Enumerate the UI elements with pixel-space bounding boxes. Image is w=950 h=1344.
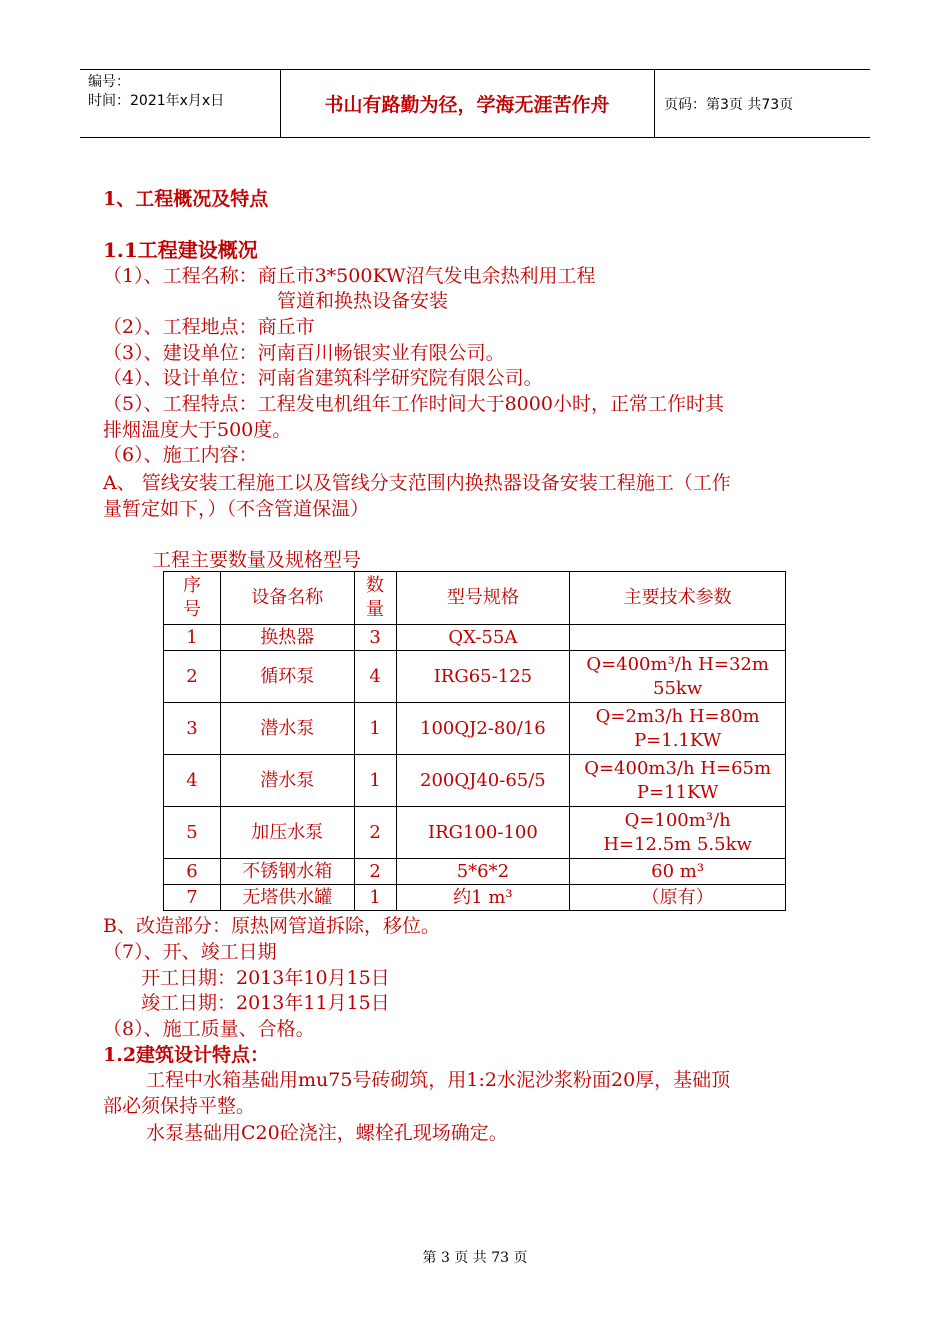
table-cell: IRG65-125	[396, 651, 570, 703]
table-cell: 5	[164, 807, 221, 859]
table-cell: 2	[354, 859, 396, 885]
table-cell: 潜水泵	[220, 755, 354, 807]
header-divider	[654, 70, 655, 137]
table-cell: 200QJ40-65/5	[396, 755, 570, 807]
text-line: （8）、施工质量、合格。	[103, 1018, 315, 1040]
header-motto: 书山有路勤为径，学海无涯苦作舟	[324, 94, 610, 116]
table-cell: 换热器	[220, 625, 354, 651]
table-cell: 5*6*2	[396, 859, 570, 885]
table-cell: Q=400m3/h H=65m P=11KW	[570, 755, 786, 807]
table-caption: 工程主要数量及规格型号	[152, 549, 362, 571]
table-row	[164, 755, 786, 807]
table-cell: 约1 m³	[396, 885, 570, 911]
table-cell: 2	[354, 807, 396, 859]
header-cell: 主要技术参数	[570, 572, 786, 625]
table-cell: Q=100m³/h H=12.5m 5.5kw	[570, 807, 786, 859]
header-cell: 设备名称	[220, 572, 354, 625]
table-row	[164, 625, 786, 651]
table-cell: 7	[164, 885, 221, 911]
table-cell: 潜水泵	[220, 703, 354, 755]
page-header	[80, 69, 870, 138]
table-cell: 1	[354, 755, 396, 807]
table-cell: QX-55A	[396, 625, 570, 651]
table-cell: 4	[164, 755, 221, 807]
table-cell: 4	[354, 651, 396, 703]
table-cell: 100QJ2-80/16	[396, 703, 570, 755]
header-page-code: 页码：第3页 共73页	[664, 96, 794, 113]
header-cell: 序 号	[164, 572, 221, 625]
table-cell: 1	[164, 625, 221, 651]
table-cell: 3	[354, 625, 396, 651]
table-cell: 1	[354, 703, 396, 755]
header-meta	[88, 73, 224, 111]
table-cell: 60 m³	[570, 859, 786, 885]
table-row	[164, 807, 786, 859]
paragraph-line: 工程中水箱基础用mu75号砖砌筑，用1:2水泥沙浆粉面20厚，基础顶	[146, 1069, 731, 1091]
table-header-row	[164, 572, 786, 625]
table-cell: IRG100-100	[396, 807, 570, 859]
page-footer: 第 3 页 共 73 页	[422, 1250, 528, 1266]
table-cell: Q=2m3/h H=80m P=1.1KW	[570, 703, 786, 755]
header-cell: 型号规格	[396, 572, 570, 625]
text-line: （4）、设计单位：河南省建筑科学研究院有限公司。	[103, 367, 543, 389]
subsection-title: 1.2建筑设计特点：	[103, 1044, 270, 1066]
header-time: 时间：2021年x月x日	[88, 93, 225, 109]
text-line: B、改造部分：原热网管道拆除，移位。	[103, 915, 440, 937]
text-line: A、 管线安装工程施工以及管线分支范围内换热器设备安装工程施工（工作	[103, 472, 731, 494]
table-cell: 1	[354, 885, 396, 911]
paragraph-line: 水泵基础用C20砼浇注，螺栓孔现场确定。	[146, 1122, 508, 1144]
table-row	[164, 859, 786, 885]
text-line: 排烟温度大于500度。	[103, 419, 292, 441]
equipment-table	[163, 571, 786, 911]
table-row	[164, 703, 786, 755]
text-line: （6）、施工内容：	[103, 444, 258, 466]
text-line: （1）、工程名称：商丘市3*500KW沼气发电余热利用工程	[103, 265, 596, 287]
table-cell: 无塔供水罐	[220, 885, 354, 911]
header-cell: 数 量	[354, 572, 396, 625]
table-cell: 循环泵	[220, 651, 354, 703]
table-cell: Q=400m³/h H=32m 55kw	[570, 651, 786, 703]
start-date: 开工日期：2013年10月15日	[141, 967, 390, 989]
table-cell: 3	[164, 703, 221, 755]
table-cell: （原有）	[570, 885, 786, 911]
table-cell: 2	[164, 651, 221, 703]
end-date: 竣工日期：2013年11月15日	[141, 992, 390, 1014]
table-row	[164, 885, 786, 911]
table-row	[164, 651, 786, 703]
table-cell: 6	[164, 859, 221, 885]
section-title: 1、工程概况及特点	[103, 188, 269, 210]
table-cell	[570, 625, 786, 651]
text-line: （3）、建设单位：河南百川畅银实业有限公司。	[103, 342, 505, 364]
text-line: 量暂定如下，）（不含管道保温）	[103, 498, 370, 520]
text-line: （7）、开、竣工日期	[103, 941, 277, 963]
text-line: （5）、工程特点：工程发电机组年工作时间大于8000小时，正常工作时其	[103, 393, 724, 415]
table-cell: 加压水泵	[220, 807, 354, 859]
text-line: （2）、工程地点：商丘市	[103, 316, 315, 338]
table-cell: 不锈钢水箱	[220, 859, 354, 885]
paragraph-line: 部必须保持平整。	[103, 1095, 256, 1117]
text-line: 管道和换热设备安装	[277, 290, 449, 312]
header-number: 编号：	[88, 74, 130, 90]
subsection-title: 1.1工程建设概况	[103, 238, 258, 262]
